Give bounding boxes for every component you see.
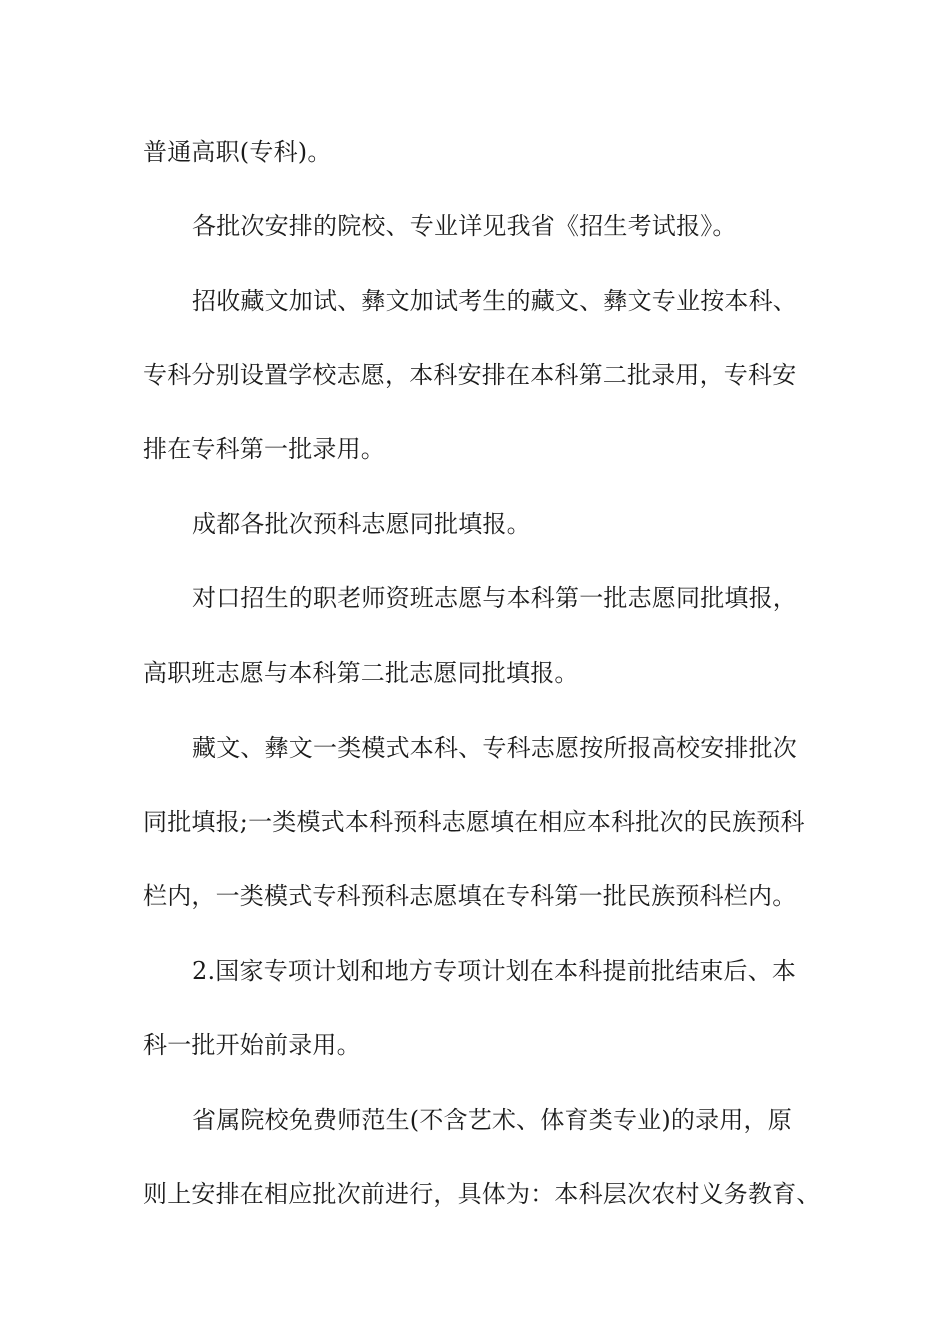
text-line-15: 则上安排在相应批次前进行，具体为：本科层次农村义务教育、 bbox=[143, 1180, 821, 1208]
text-line-5: 排在专科第一批录用。 bbox=[143, 435, 385, 463]
text-line-9: 藏文、彝文一类模式本科、专科志愿按所报高校安排批次 bbox=[192, 734, 797, 762]
text-line-10: 同批填报;一类模式本科预科志愿填在相应本科批次的民族预科 bbox=[143, 808, 805, 836]
text-line-7: 对口招生的职老师资班志愿与本科第一批志愿同批填报， bbox=[192, 584, 797, 612]
text-line-14: 省属院校免费师范生(不含艺术、体育类专业)的录用，原 bbox=[192, 1106, 792, 1134]
text-line-1: 普通高职(专科)。 bbox=[143, 138, 332, 166]
text-line-3: 招收藏文加试、彝文加试考生的藏文、彝文专业按本科、 bbox=[192, 287, 797, 315]
text-line-13: 科一批开始前录用。 bbox=[143, 1031, 361, 1059]
text-line-12: 2.国家专项计划和地方专项计划在本科提前批结束后、本 bbox=[192, 957, 797, 985]
text-line-2: 各批次安排的院校、专业详见我省《招生考试报》。 bbox=[192, 212, 737, 240]
text-line-6: 成都各批次预科志愿同批填报。 bbox=[192, 510, 531, 538]
text-line-4: 专科分别设置学校志愿，本科安排在本科第二批录用，专科安 bbox=[143, 361, 797, 389]
text-line-11: 栏内，一类模式专科预科志愿填在专科第一批民族预科栏内。 bbox=[143, 882, 797, 910]
text-line-8: 高职班志愿与本科第二批志愿同批填报。 bbox=[143, 659, 579, 687]
